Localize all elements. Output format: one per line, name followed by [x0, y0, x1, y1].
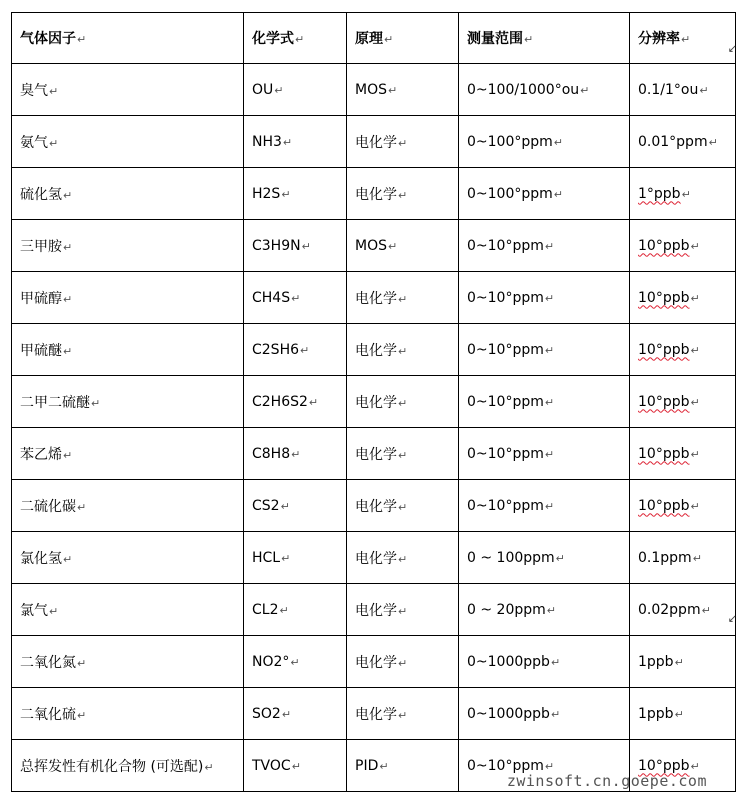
cell-text: 电化学 — [355, 550, 397, 567]
paragraph-mark: ↵ — [308, 395, 319, 409]
cell-text: 三甲胺 — [20, 238, 62, 255]
cell-text: 电化学 — [355, 134, 397, 151]
table-row — [12, 376, 736, 428]
cell-text: 0~10°ppm — [467, 757, 544, 774]
paragraph-mark: ↵ — [544, 759, 555, 773]
cell-text: MOS — [355, 237, 387, 254]
cell-range — [459, 168, 630, 220]
paragraph-mark: ↵ — [690, 395, 700, 409]
cell-text: C8H8 — [252, 445, 291, 462]
paragraph-mark: ↵ — [63, 240, 73, 254]
cell-text: PID — [355, 757, 379, 774]
table-row — [12, 532, 736, 584]
cell-resolution — [630, 64, 736, 116]
paragraph-mark: ↵ — [708, 135, 718, 149]
cell-text: 0~1000ppb — [467, 653, 550, 670]
table-body — [12, 64, 736, 792]
edge-mark: ↙ — [727, 612, 737, 625]
paragraph-mark: ↵ — [690, 291, 700, 305]
paragraph-mark: ↵ — [555, 551, 565, 565]
cell-resolution — [630, 688, 736, 740]
cell-text: 二甲二硫醚 — [20, 394, 90, 411]
paragraph-mark: ↵ — [281, 551, 291, 565]
cell-text: 0~10°ppm — [467, 393, 544, 410]
paragraph-mark: ↵ — [699, 83, 709, 97]
paragraph-mark: ↵ — [701, 603, 711, 617]
table-row — [12, 272, 736, 324]
cell-text: 总挥发性有机化合物 (可选配) — [20, 758, 204, 775]
cell-formula — [244, 168, 347, 220]
cell-text: 10°ppb — [638, 237, 690, 254]
paragraph-mark: ↵ — [544, 499, 555, 513]
cell-gas-factor — [12, 584, 244, 636]
cell-text: 0~1000ppb — [467, 705, 550, 722]
cell-gas-factor — [12, 272, 244, 324]
cell-text: CH4S — [252, 289, 291, 306]
paragraph-mark: ↵ — [91, 396, 101, 410]
table-row — [12, 116, 736, 168]
paragraph-mark: ↵ — [281, 187, 291, 201]
cell-text: 苯乙烯 — [20, 446, 62, 463]
cell-resolution — [630, 376, 736, 428]
cell-resolution — [630, 116, 736, 168]
cell-principle — [347, 220, 459, 272]
cell-text: 0 ~ 20ppm — [467, 601, 546, 618]
cell-formula — [244, 324, 347, 376]
paragraph-mark: ↵ — [63, 188, 73, 202]
cell-text: 电化学 — [355, 498, 397, 515]
cell-principle — [347, 324, 459, 376]
cell-gas-factor — [12, 220, 244, 272]
paragraph-mark: ↵ — [291, 759, 301, 773]
cell-gas-factor — [12, 168, 244, 220]
cell-text: 电化学 — [355, 602, 397, 619]
paragraph-mark: ↵ — [290, 655, 300, 669]
cell-text: TVOC — [252, 757, 291, 774]
paragraph-mark: ↵ — [674, 655, 684, 669]
cell-text: NH3 — [252, 133, 282, 150]
paragraph-mark: ↵ — [63, 292, 73, 306]
paragraph-mark: ↵ — [279, 603, 289, 617]
cell-text: 硫化氢 — [20, 186, 62, 203]
cell-text: OU — [252, 81, 274, 98]
table-row — [12, 428, 736, 480]
table-row — [12, 220, 736, 272]
paragraph-mark: ↵ — [398, 188, 408, 202]
paragraph-mark: ↵ — [49, 604, 59, 618]
paragraph-mark: ↵ — [291, 291, 301, 305]
cell-gas-factor — [12, 740, 244, 792]
cell-range — [459, 584, 630, 636]
paragraph-mark: ↵ — [398, 552, 408, 566]
cell-text: CL2 — [252, 601, 279, 618]
gas-factor-table — [11, 12, 736, 792]
cell-formula — [244, 688, 347, 740]
cell-formula — [244, 116, 347, 168]
cell-formula — [244, 480, 347, 532]
cell-text: 0~10°ppm — [467, 497, 544, 514]
cell-text: HCL — [252, 549, 281, 566]
cell-range — [459, 480, 630, 532]
paragraph-mark: ↵ — [63, 448, 73, 462]
cell-gas-factor — [12, 636, 244, 688]
table-row — [12, 64, 736, 116]
cell-formula — [244, 64, 347, 116]
header-principle: 原理↵ — [347, 13, 459, 64]
cell-resolution — [630, 480, 736, 532]
cell-gas-factor — [12, 688, 244, 740]
cell-text: SO2 — [252, 705, 281, 722]
paragraph-mark: ↵ — [49, 136, 59, 150]
cell-range — [459, 636, 630, 688]
cell-text: C3H9N — [252, 237, 301, 254]
cell-text: 10°ppb — [638, 445, 690, 462]
paragraph-mark: ↵ — [544, 343, 555, 357]
cell-text: 0~10°ppm — [467, 341, 544, 358]
cell-gas-factor — [12, 64, 244, 116]
cell-resolution — [630, 428, 736, 480]
cell-text: 0~100/1000°ou — [467, 81, 580, 98]
cell-text: 甲硫醚 — [20, 342, 62, 359]
cell-text: 0.1/1°ou — [638, 81, 699, 98]
cell-text: 0~10°ppm — [467, 289, 544, 306]
paragraph-mark: ↵ — [388, 83, 398, 97]
cell-principle — [347, 272, 459, 324]
paragraph-mark: ↵ — [398, 448, 408, 462]
paragraph-mark: ↵ — [398, 136, 408, 150]
cell-range — [459, 532, 630, 584]
cell-gas-factor — [12, 480, 244, 532]
cell-principle — [347, 532, 459, 584]
table-row — [12, 168, 736, 220]
paragraph-mark: ↵ — [544, 291, 555, 305]
edge-mark: ↙ — [727, 42, 737, 55]
cell-gas-factor — [12, 532, 244, 584]
cell-text: 电化学 — [355, 290, 397, 307]
header-gas-factor: 气体因子↵ — [12, 13, 244, 64]
cell-text: NO2° — [252, 653, 290, 670]
cell-text: 电化学 — [355, 394, 397, 411]
cell-text: 二氧化硫 — [20, 706, 76, 723]
cell-text: 0~100°ppm — [467, 185, 553, 202]
cell-resolution — [630, 168, 736, 220]
header-formula: 化学式↵ — [244, 13, 347, 64]
cell-formula — [244, 272, 347, 324]
paragraph-mark: ↵ — [282, 135, 293, 149]
table-row — [12, 688, 736, 740]
cell-resolution — [630, 636, 736, 688]
cell-range — [459, 428, 630, 480]
cell-principle — [347, 480, 459, 532]
cell-text: 0~10°ppm — [467, 237, 544, 254]
cell-text: 10°ppb — [638, 341, 690, 358]
paragraph-mark: ↵ — [301, 239, 311, 253]
cell-text: MOS — [355, 81, 387, 98]
cell-principle — [347, 168, 459, 220]
paragraph-mark: ↵ — [681, 187, 691, 201]
paragraph-mark: ↵ — [398, 292, 408, 306]
paragraph-mark: ↵ — [690, 499, 700, 513]
paragraph-mark: ↵ — [546, 603, 556, 617]
cell-text: 电化学 — [355, 186, 397, 203]
table-row — [12, 584, 736, 636]
cell-principle — [347, 428, 459, 480]
cell-formula — [244, 428, 347, 480]
paragraph-mark: ↵ — [398, 604, 408, 618]
cell-text: 1ppb — [638, 653, 674, 670]
cell-gas-factor — [12, 428, 244, 480]
cell-gas-factor — [12, 376, 244, 428]
paragraph-mark: ↵ — [274, 83, 284, 97]
paragraph-mark: ↵ — [77, 708, 87, 722]
cell-range — [459, 376, 630, 428]
cell-principle — [347, 688, 459, 740]
cell-text: 氯化氢 — [20, 550, 62, 567]
table-row — [12, 480, 736, 532]
cell-gas-factor — [12, 324, 244, 376]
cell-principle — [347, 376, 459, 428]
cell-resolution — [630, 220, 736, 272]
cell-text: 甲硫醇 — [20, 290, 62, 307]
cell-resolution — [630, 272, 736, 324]
paragraph-mark: ↵ — [690, 239, 700, 253]
cell-text: 0.01°ppm — [638, 133, 708, 150]
cell-text: 电化学 — [355, 446, 397, 463]
paragraph-mark: ↵ — [291, 447, 301, 461]
cell-text: 二氧化氮 — [20, 654, 76, 671]
watermark: zwinsoft.cn.goepe.com — [506, 772, 707, 790]
cell-text: 1ppb — [638, 705, 674, 722]
paragraph-mark: ↵ — [550, 655, 561, 669]
cell-principle — [347, 636, 459, 688]
cell-text: H2S — [252, 185, 281, 202]
cell-range — [459, 688, 630, 740]
cell-text: CS2 — [252, 497, 280, 514]
paragraph-mark: ↵ — [692, 551, 702, 565]
header-range: 测量范围↵ — [459, 13, 630, 64]
cell-resolution — [630, 532, 736, 584]
paragraph-mark: ↵ — [280, 499, 290, 513]
cell-text: 0~100°ppm — [467, 133, 553, 150]
cell-text: 10°ppb — [638, 497, 690, 514]
table-row — [12, 636, 736, 688]
paragraph-mark: ↵ — [379, 759, 389, 773]
paragraph-mark: ↵ — [204, 760, 214, 774]
paragraph-mark: ↵ — [398, 344, 408, 358]
paragraph-mark: ↵ — [49, 84, 59, 98]
paragraph-mark: ↵ — [77, 656, 87, 670]
paragraph-mark: ↵ — [77, 500, 87, 514]
cell-formula — [244, 532, 347, 584]
cell-text: 10°ppb — [638, 393, 690, 410]
cell-text: 0.1ppm — [638, 549, 692, 566]
cell-formula — [244, 376, 347, 428]
paragraph-mark: ↵ — [553, 135, 563, 149]
cell-gas-factor — [12, 116, 244, 168]
cell-range — [459, 64, 630, 116]
table-header-row — [12, 13, 736, 64]
header-resolution: 分辨率↵ — [630, 13, 736, 64]
cell-principle — [347, 740, 459, 792]
cell-formula — [244, 584, 347, 636]
cell-text: 电化学 — [355, 654, 397, 671]
cell-text: 氯气 — [20, 602, 48, 619]
paragraph-mark: ↵ — [63, 344, 73, 358]
cell-text: 氨气 — [20, 134, 48, 151]
paragraph-mark: ↵ — [281, 707, 292, 721]
paragraph-mark: ↵ — [674, 707, 684, 721]
paragraph-mark: ↵ — [544, 447, 555, 461]
cell-text: 电化学 — [355, 706, 397, 723]
cell-text: 10°ppb — [638, 289, 690, 306]
paragraph-mark: ↵ — [398, 396, 408, 410]
cell-range — [459, 220, 630, 272]
paragraph-mark: ↵ — [398, 500, 408, 514]
cell-text: 0 ~ 100ppm — [467, 549, 555, 566]
cell-text: 10°ppb — [638, 757, 690, 774]
paragraph-mark: ↵ — [398, 708, 408, 722]
cell-text: 电化学 — [355, 342, 397, 359]
paragraph-mark: ↵ — [544, 239, 555, 253]
paragraph-mark: ↵ — [550, 707, 561, 721]
paragraph-mark: ↵ — [544, 395, 555, 409]
cell-text: C2H6S2 — [252, 393, 308, 410]
cell-range — [459, 324, 630, 376]
table-row — [12, 324, 736, 376]
cell-text: 1°ppb — [638, 185, 681, 202]
cell-resolution — [630, 584, 736, 636]
cell-text: C2SH6 — [252, 341, 300, 358]
paragraph-mark: ↵ — [398, 656, 408, 670]
cell-text: 0.02ppm — [638, 601, 701, 618]
cell-principle — [347, 64, 459, 116]
cell-formula — [244, 740, 347, 792]
paragraph-mark: ↵ — [388, 239, 398, 253]
cell-formula — [244, 636, 347, 688]
cell-range — [459, 116, 630, 168]
cell-text: 臭气 — [20, 82, 48, 99]
paragraph-mark: ↵ — [690, 343, 700, 357]
cell-range — [459, 272, 630, 324]
paragraph-mark: ↵ — [690, 759, 700, 773]
paragraph-mark: ↵ — [580, 83, 590, 97]
cell-formula — [244, 220, 347, 272]
paragraph-mark: ↵ — [553, 187, 563, 201]
cell-principle — [347, 584, 459, 636]
cell-resolution — [630, 324, 736, 376]
cell-text: 二硫化碳 — [20, 498, 76, 515]
cell-principle — [347, 116, 459, 168]
paragraph-mark: ↵ — [690, 447, 700, 461]
paragraph-mark: ↵ — [300, 343, 310, 357]
cell-text: 0~10°ppm — [467, 445, 544, 462]
paragraph-mark: ↵ — [63, 552, 73, 566]
